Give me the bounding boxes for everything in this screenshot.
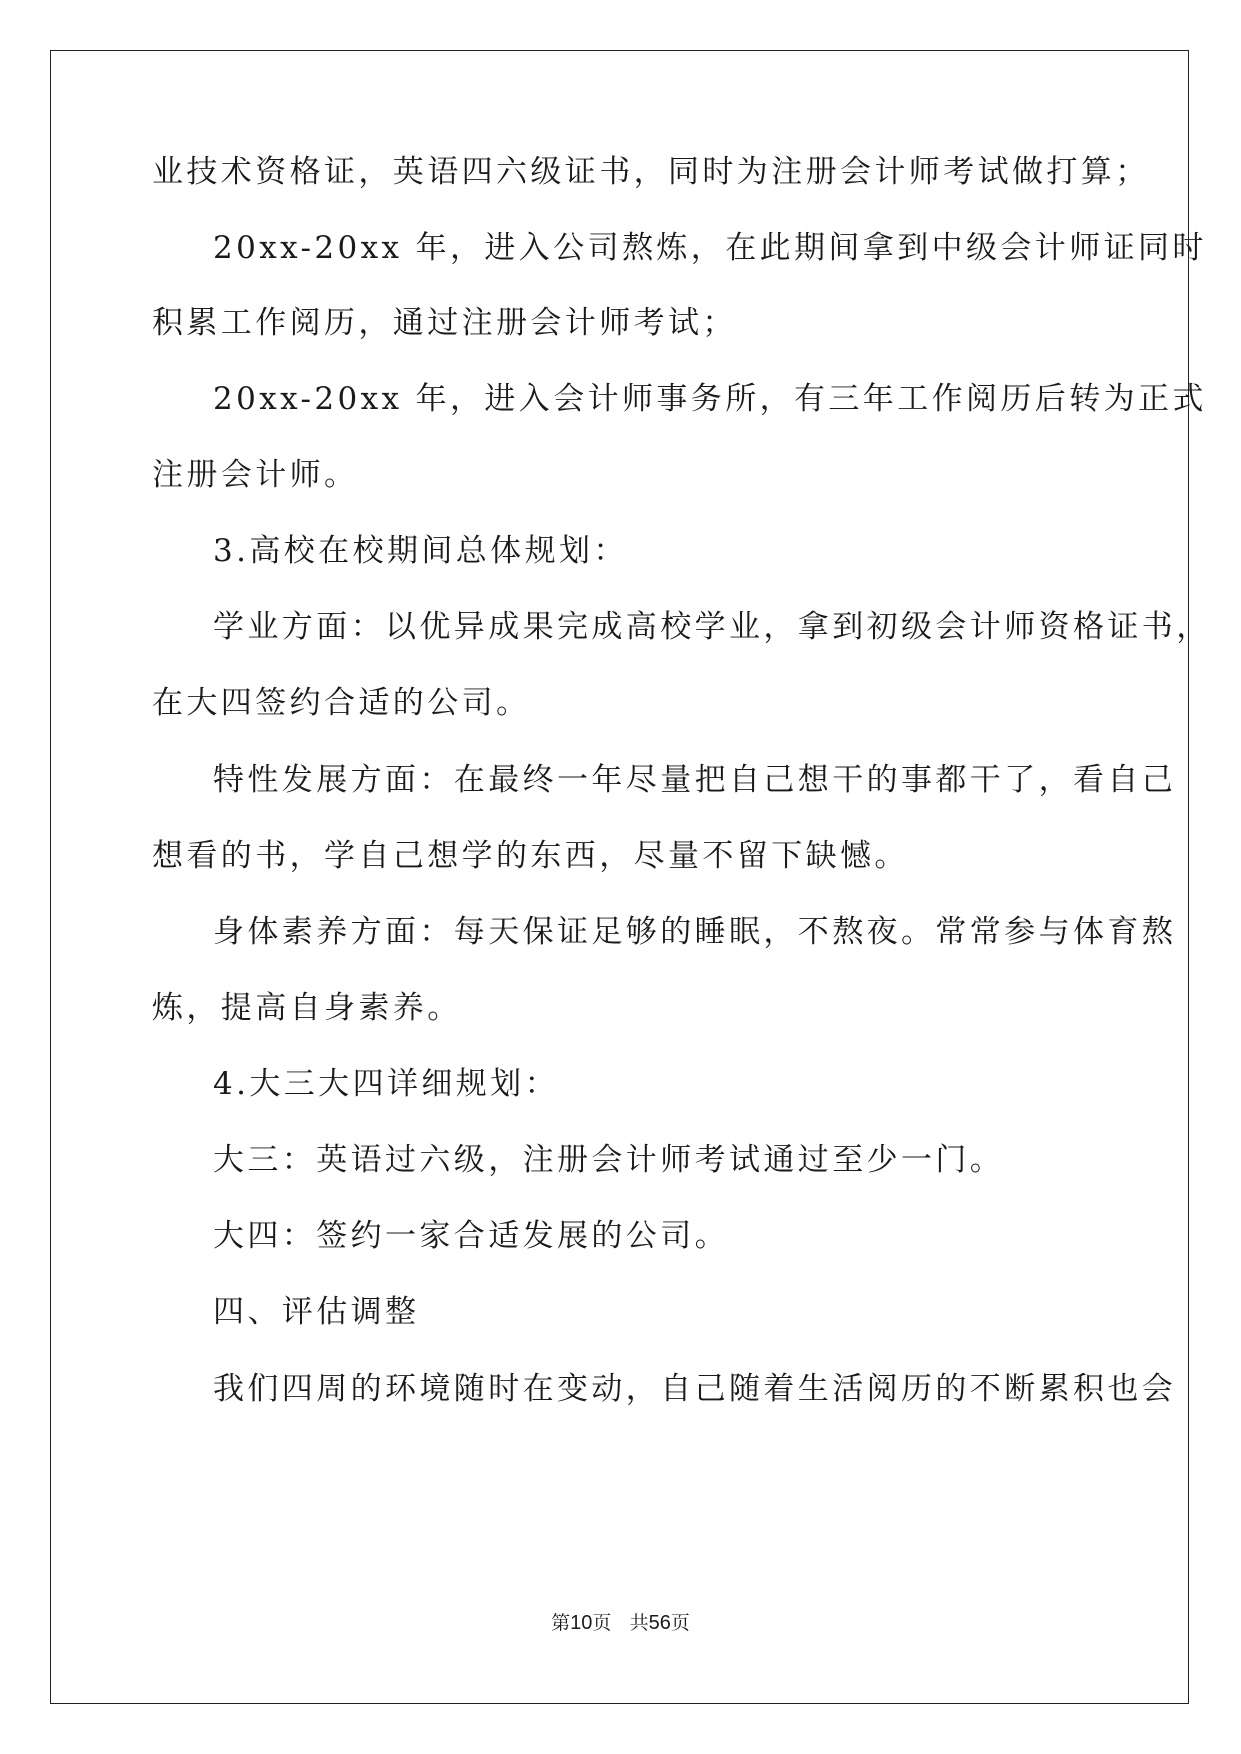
total-suffix: 页	[670, 1612, 690, 1634]
page-number: 10	[570, 1612, 593, 1634]
text-line: 我们四周的环境随时在变动，自己随着生活阅历的不断累积也会	[213, 1371, 1177, 1407]
text-line: 注册会计师。	[152, 457, 359, 493]
text-line: 积累工作阅历，通过注册会计师考试；	[152, 305, 737, 341]
page-footer	[0, 1608, 1241, 1635]
text-line: 大四：签约一家合适发展的公司。	[213, 1218, 729, 1254]
section-heading: 四、评估调整	[213, 1294, 420, 1330]
text-line: 学业方面：以优异成果完成高校学业，拿到初级会计师资格证书，	[213, 609, 1211, 645]
page-prefix: 第	[551, 1612, 571, 1634]
total-pages: 56	[648, 1612, 671, 1634]
text-line: 想看的书，学自己想学的东西，尽量不留下缺憾。	[152, 838, 909, 874]
text-line: 在大四签约合适的公司。	[152, 685, 531, 721]
page-suffix: 页	[592, 1612, 612, 1634]
text-line: 20xx-20xx 年，进入公司熬炼，在此期间拿到中级会计师证同时	[213, 230, 1207, 266]
section-heading: 4.大三大四详细规划：	[213, 1066, 559, 1102]
section-heading: 3.高校在校期间总体规划：	[213, 533, 628, 569]
total-prefix: 共	[629, 1612, 649, 1634]
text-line: 大三：英语过六级，注册会计师考试通过至少一门。	[213, 1142, 1005, 1178]
text-line: 特性发展方面：在最终一年尽量把自己想干的事都干了，看自己	[213, 762, 1177, 798]
text-line: 炼，提高自身素养。	[152, 990, 462, 1026]
page-border	[50, 50, 1189, 1704]
text-line: 身体素养方面：每天保证足够的睡眠，不熬夜。常常参与体育熬	[213, 914, 1177, 950]
text-line: 业技术资格证，英语四六级证书，同时为注册会计师考试做打算；	[152, 154, 1150, 190]
text-line: 20xx-20xx 年，进入会计师事务所，有三年工作阅历后转为正式	[213, 381, 1207, 417]
